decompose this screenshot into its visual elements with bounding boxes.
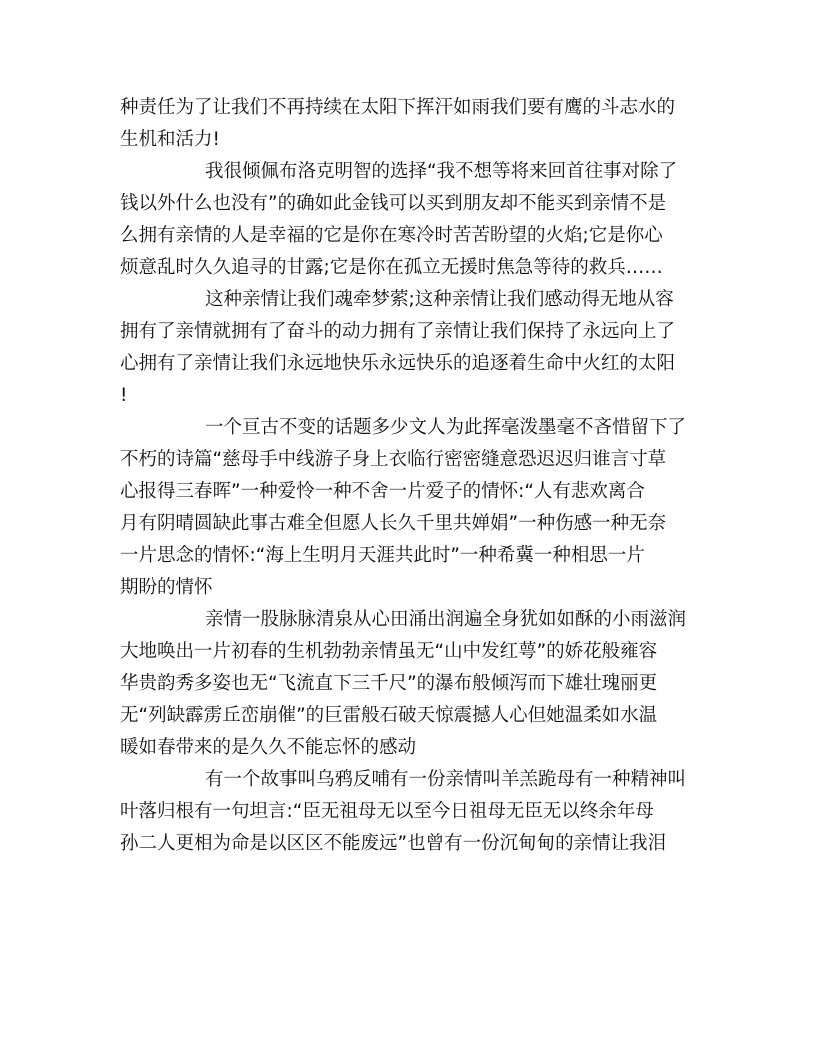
text-line: 期盼的情怀 (120, 577, 213, 598)
paragraph-5 (120, 604, 690, 764)
text-line: 华贵韵秀多姿也无“飞流直下三千尺”的瀑布般倾泻而下雄壮瑰丽更 (120, 673, 658, 694)
text-line: 么拥有亲情的人是幸福的它是你在寒冷时苦苦盼望的火焰;它是你心 (120, 225, 663, 246)
text-line: 不朽的诗篇“慈母手中线游子身上衣临行密密缝意恐迟迟归谁言寸草 (120, 449, 667, 470)
text-line: 拥有了亲情就拥有了奋斗的动力拥有了亲情让我们保持了永远向上了 (120, 321, 676, 342)
text-line: 心拥有了亲情让我们永远地快乐永远快乐的追逐着生命中火红的太阳 (120, 353, 676, 374)
text-line: 有一个故事叫乌鸦反哺有一份亲情叫羊羔跪母有一种精神叫 (205, 769, 687, 790)
text-line: 叶落归根有一句坦言:“臣无祖母无以至今日祖母无臣无以终余年母 (120, 801, 654, 822)
body-text (120, 92, 690, 860)
text-line: 月有阴晴圆缺此事古难全但愿人长久千里共婵娟”一种伤感一种无奈 (120, 513, 667, 534)
text-line: 暖如春带来的是久久不能忘怀的感动 (120, 737, 417, 758)
text-line: 心报得三春晖”一种爱怜一种不舍一片爱子的情怀:“人有悲欢离合 (120, 481, 645, 502)
text-line: 亲情一股脉脉清泉从心田涌出润遍全身犹如如酥的小雨滋润 (205, 609, 687, 630)
text-line: 我很倾佩布洛克明智的选择“我不想等将来回首往事对除了 (205, 161, 678, 182)
text-line: ! (120, 385, 128, 406)
paragraph-6 (120, 764, 690, 860)
text-line: 这种亲情让我们魂牵梦萦;这种亲情让我们感动得无地从容 (205, 289, 674, 310)
paragraph-2 (120, 156, 690, 284)
text-line: 种责任为了让我们不再持续在太阳下挥汗如雨我们要有鹰的斗志水的 (120, 97, 676, 118)
text-line: 大地唤出一片初春的生机勃勃亲情虽无“山中发红萼”的娇花般雍容 (120, 641, 658, 662)
text-line: 孙二人更相为命是以区区不能废远”也曾有一份沉甸甸的亲情让我泪 (120, 833, 667, 854)
paragraph-4 (120, 412, 690, 604)
text-line: 生机和活力! (120, 129, 220, 150)
text-line: 烦意乱时久久追寻的甘露;它是你在孤立无援时焦急等待的救兵…… (120, 257, 663, 278)
text-line: 一个亘古不变的话题多少文人为此挥毫泼墨毫不吝惜留下了 (205, 417, 687, 438)
paragraph-3 (120, 284, 690, 412)
paragraph-1 (120, 92, 690, 156)
text-line: 无“列缺霹雳丘峦崩催”的巨雷般石破天惊震撼人心但她温柔如水温 (120, 705, 658, 726)
text-line: 钱以外什么也没有”的确如此金钱可以买到朋友却不能买到亲情不是 (120, 193, 667, 214)
text-line: 一片思念的情怀:“海上生明月天涯共此时”一种希冀一种相思一片 (120, 545, 645, 566)
